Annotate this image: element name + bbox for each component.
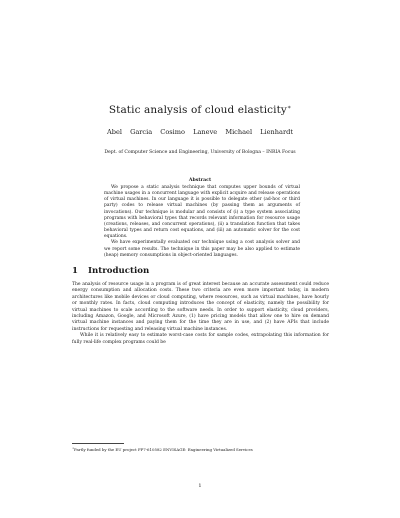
footnote-text: Partly funded by the EU project FP7-610582 ENVISAGE: Engineering Virtualized Services <box>74 447 253 452</box>
footnote <box>72 446 329 452</box>
affiliation: Dept. of Computer Science and Engineering, University of Bologna – INRIA Focus <box>104 150 296 155</box>
paper-title <box>0 104 400 116</box>
author-name: Abel Garcia <box>106 128 153 136</box>
section-title: Introduction <box>88 266 150 276</box>
abstract-heading: Abstract <box>188 178 212 183</box>
author-name: Michael Lienhardt <box>225 128 293 136</box>
title-footnote-mark: ∗ <box>286 104 292 111</box>
section-number: 1 <box>72 266 78 276</box>
page-number: 1 <box>198 483 202 489</box>
body-text <box>72 282 329 346</box>
body-paragraph: The analysis of resource usage in a program is of great interest because an accurate assessment could reduce energy consumption and allocation costs. These two criteria are even more important today, in modern architectures like mobile devices or cloud computing, where resources, such as virtual machines, have hourly or monthly rates. In facts, cloud computing introduces the concept of elasticity, namely the possibility for virtual machines to scale according to the software needs. In order to support elasticity, cloud providers, including Amazon, Google, and Microsoft Azure, (1) have pricing models that allow one to hire on demand virtual machine instances and paying them for the time they are in use, and (2) have APIs that include instructions for requesting and releasing virtual machine instances. <box>72 282 329 332</box>
abstract-paragraph: We have experimentally evaluated our technique using a cost analysis solver and we report some results. The technique in this paper may be also applied to estimate (heap) memory consumptions in object-oriented languages. <box>104 240 300 258</box>
title-text: Static analysis of cloud elasticity <box>108 104 287 116</box>
body-paragraph: While it is relatively easy to estimate worst-case costs for sample codes, extrapolating this information for fully real-life complex programs could be <box>72 333 329 345</box>
abstract-paragraph: We propose a static analysis technique that computes upper bounds of virtual machine usages in a concurrent language with explicit acquire and release operations of virtual machines. In our language it is possible to delegate other (ad-hoc or third party) codes to release virtual machines (by passing them as arguments of invocations). Our technique is modular and consists of (i) a type system associating programs with behavioral types that records relevant information for resource usage (creations, releases, and concurrent operations), (ii) a translation function that takes behavioral types and return cost equations, and (iii) an automatic solver for the cost equations. <box>104 185 300 240</box>
section-heading <box>72 266 149 276</box>
abstract-body <box>104 185 300 259</box>
footnote-rule <box>72 443 124 444</box>
author-list <box>0 128 400 136</box>
footnote-mark: ∗ <box>72 446 75 450</box>
author-name: Cosimo Laneve <box>160 128 218 136</box>
